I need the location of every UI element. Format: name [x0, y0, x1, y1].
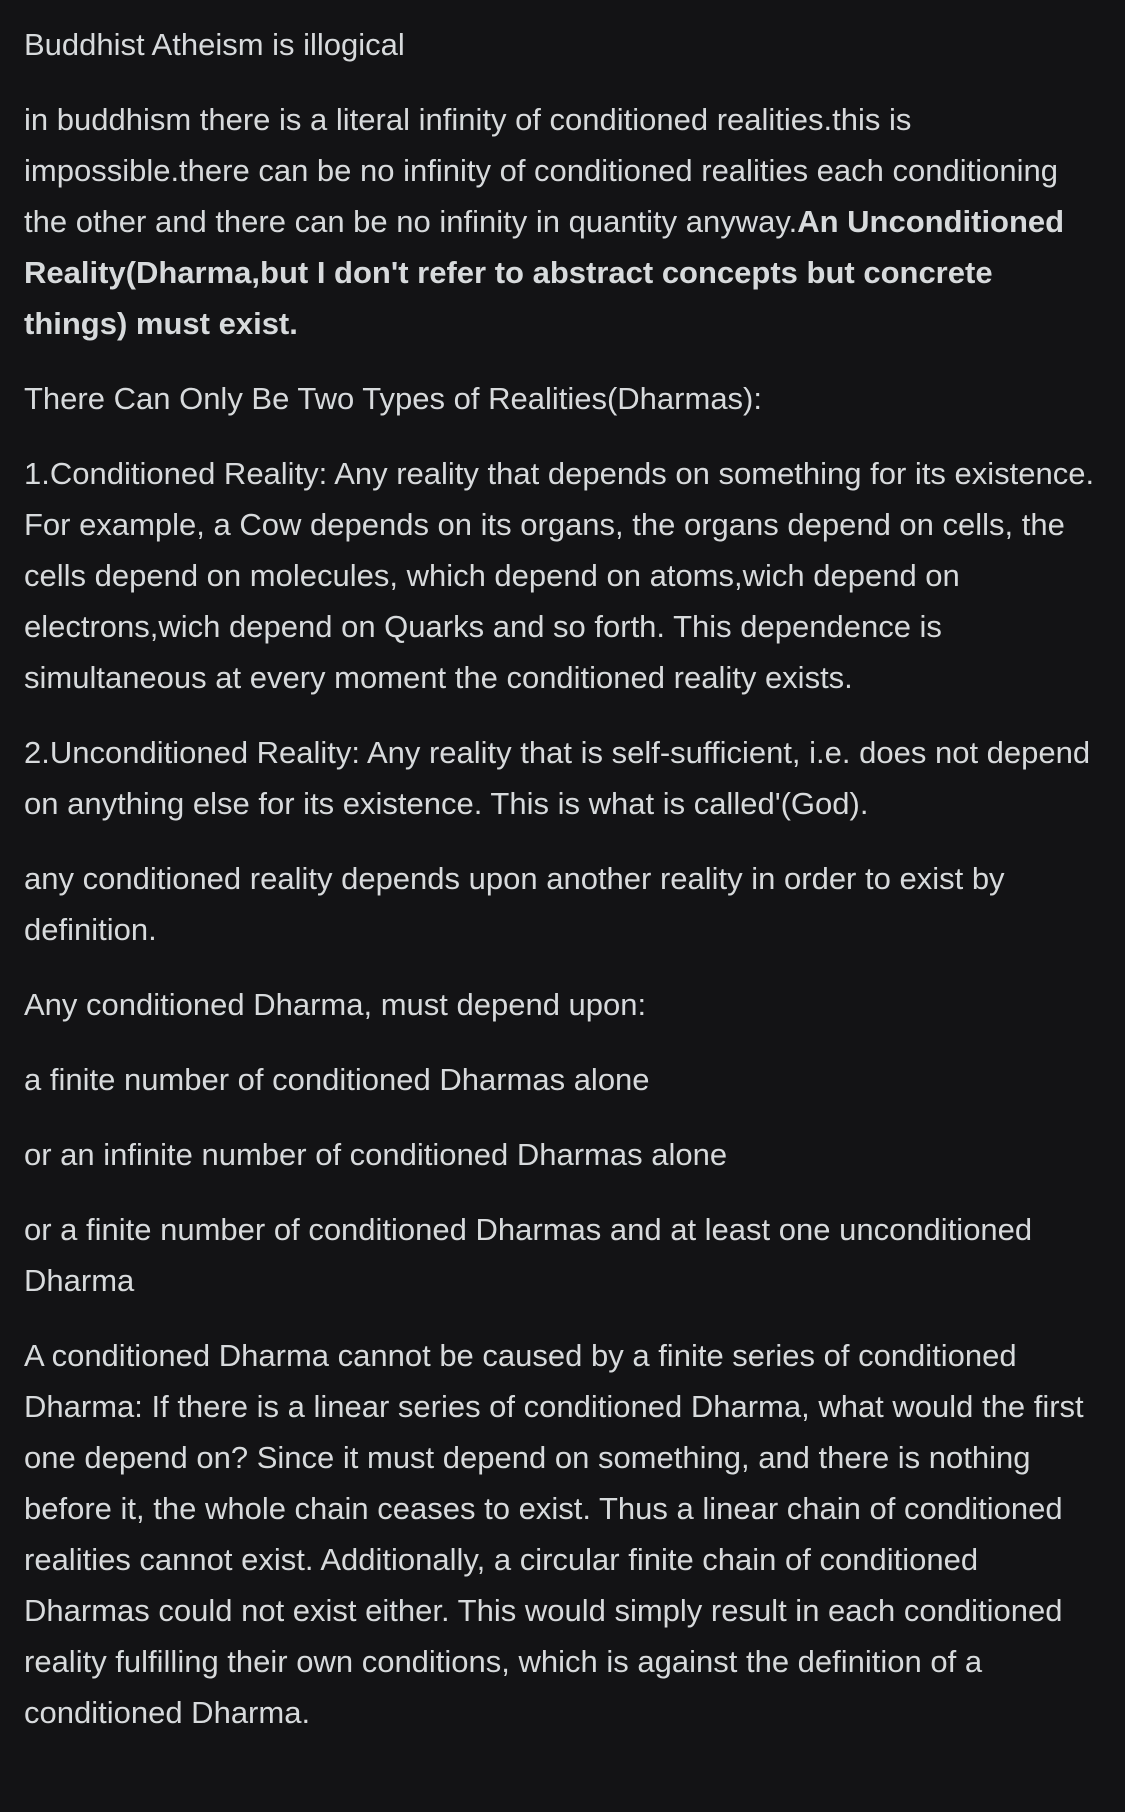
- post-paragraph-conditioned-reality: 1.Conditioned Reality: Any reality that depends on something for its existence. For example, a Cow depends on its organs, the organs depend on cells, the cells depend on molecules, which depend on atoms,wich depend on electrons,wich depend on Quarks and so forth. This dependence is simultaneous at every moment the conditioned reality exists.: [24, 456, 1095, 695]
- post-paragraph-option-infinite: or an infinite number of conditioned Dharmas alone: [24, 1137, 728, 1172]
- post-paragraph-definition: any conditioned reality depends upon another reality in order to exist by definition.: [24, 861, 1005, 947]
- post-paragraph-must-depend: Any conditioned Dharma, must depend upon:: [24, 987, 647, 1022]
- post-intro-text: in buddhism there is a literal infinity of conditioned realities.this is impossible.there can be no infinity of conditioned realities each conditioning the other and there can be no infinity in quantity anyway.: [24, 102, 1058, 239]
- post-container: [24, 19, 1101, 1738]
- post-intro-bold-text: An Unconditioned Reality(Dharma,but I don't refer to abstract concepts but concrete things) must exist.: [24, 204, 1065, 341]
- post-paragraph-option-finite: a finite number of conditioned Dharmas alone: [24, 1062, 650, 1097]
- post-intro-paragraph: [24, 94, 1101, 349]
- post-title: Buddhist Atheism is illogical: [24, 27, 405, 62]
- post-body: [24, 94, 1101, 1738]
- post-paragraph-types-heading: There Can Only Be Two Types of Realities(Dharmas):: [24, 381, 762, 416]
- post-paragraph-option-mixed: or a finite number of conditioned Dharmas and at least one unconditioned Dharma: [24, 1212, 1033, 1298]
- post-paragraph-finite-series-argument: A conditioned Dharma cannot be caused by a finite series of conditioned Dharma: If there is a linear series of conditioned Dharma, what would the first one depend on? Since it must depend on something, and there is nothing before it, the whole chain ceases to exist. Thus a linear chain of conditioned realities cannot exist. Additionally, a circular finite chain of conditioned Dharmas could not exist either. This would simply result in each conditioned reality fulfilling their own conditions, which is against the definition of a conditioned Dharma.: [24, 1338, 1084, 1730]
- post-paragraph-unconditioned-reality: 2.Unconditioned Reality: Any reality that is self-sufficient, i.e. does not depend on anything else for its existence. This is what is called'(God).: [24, 735, 1091, 821]
